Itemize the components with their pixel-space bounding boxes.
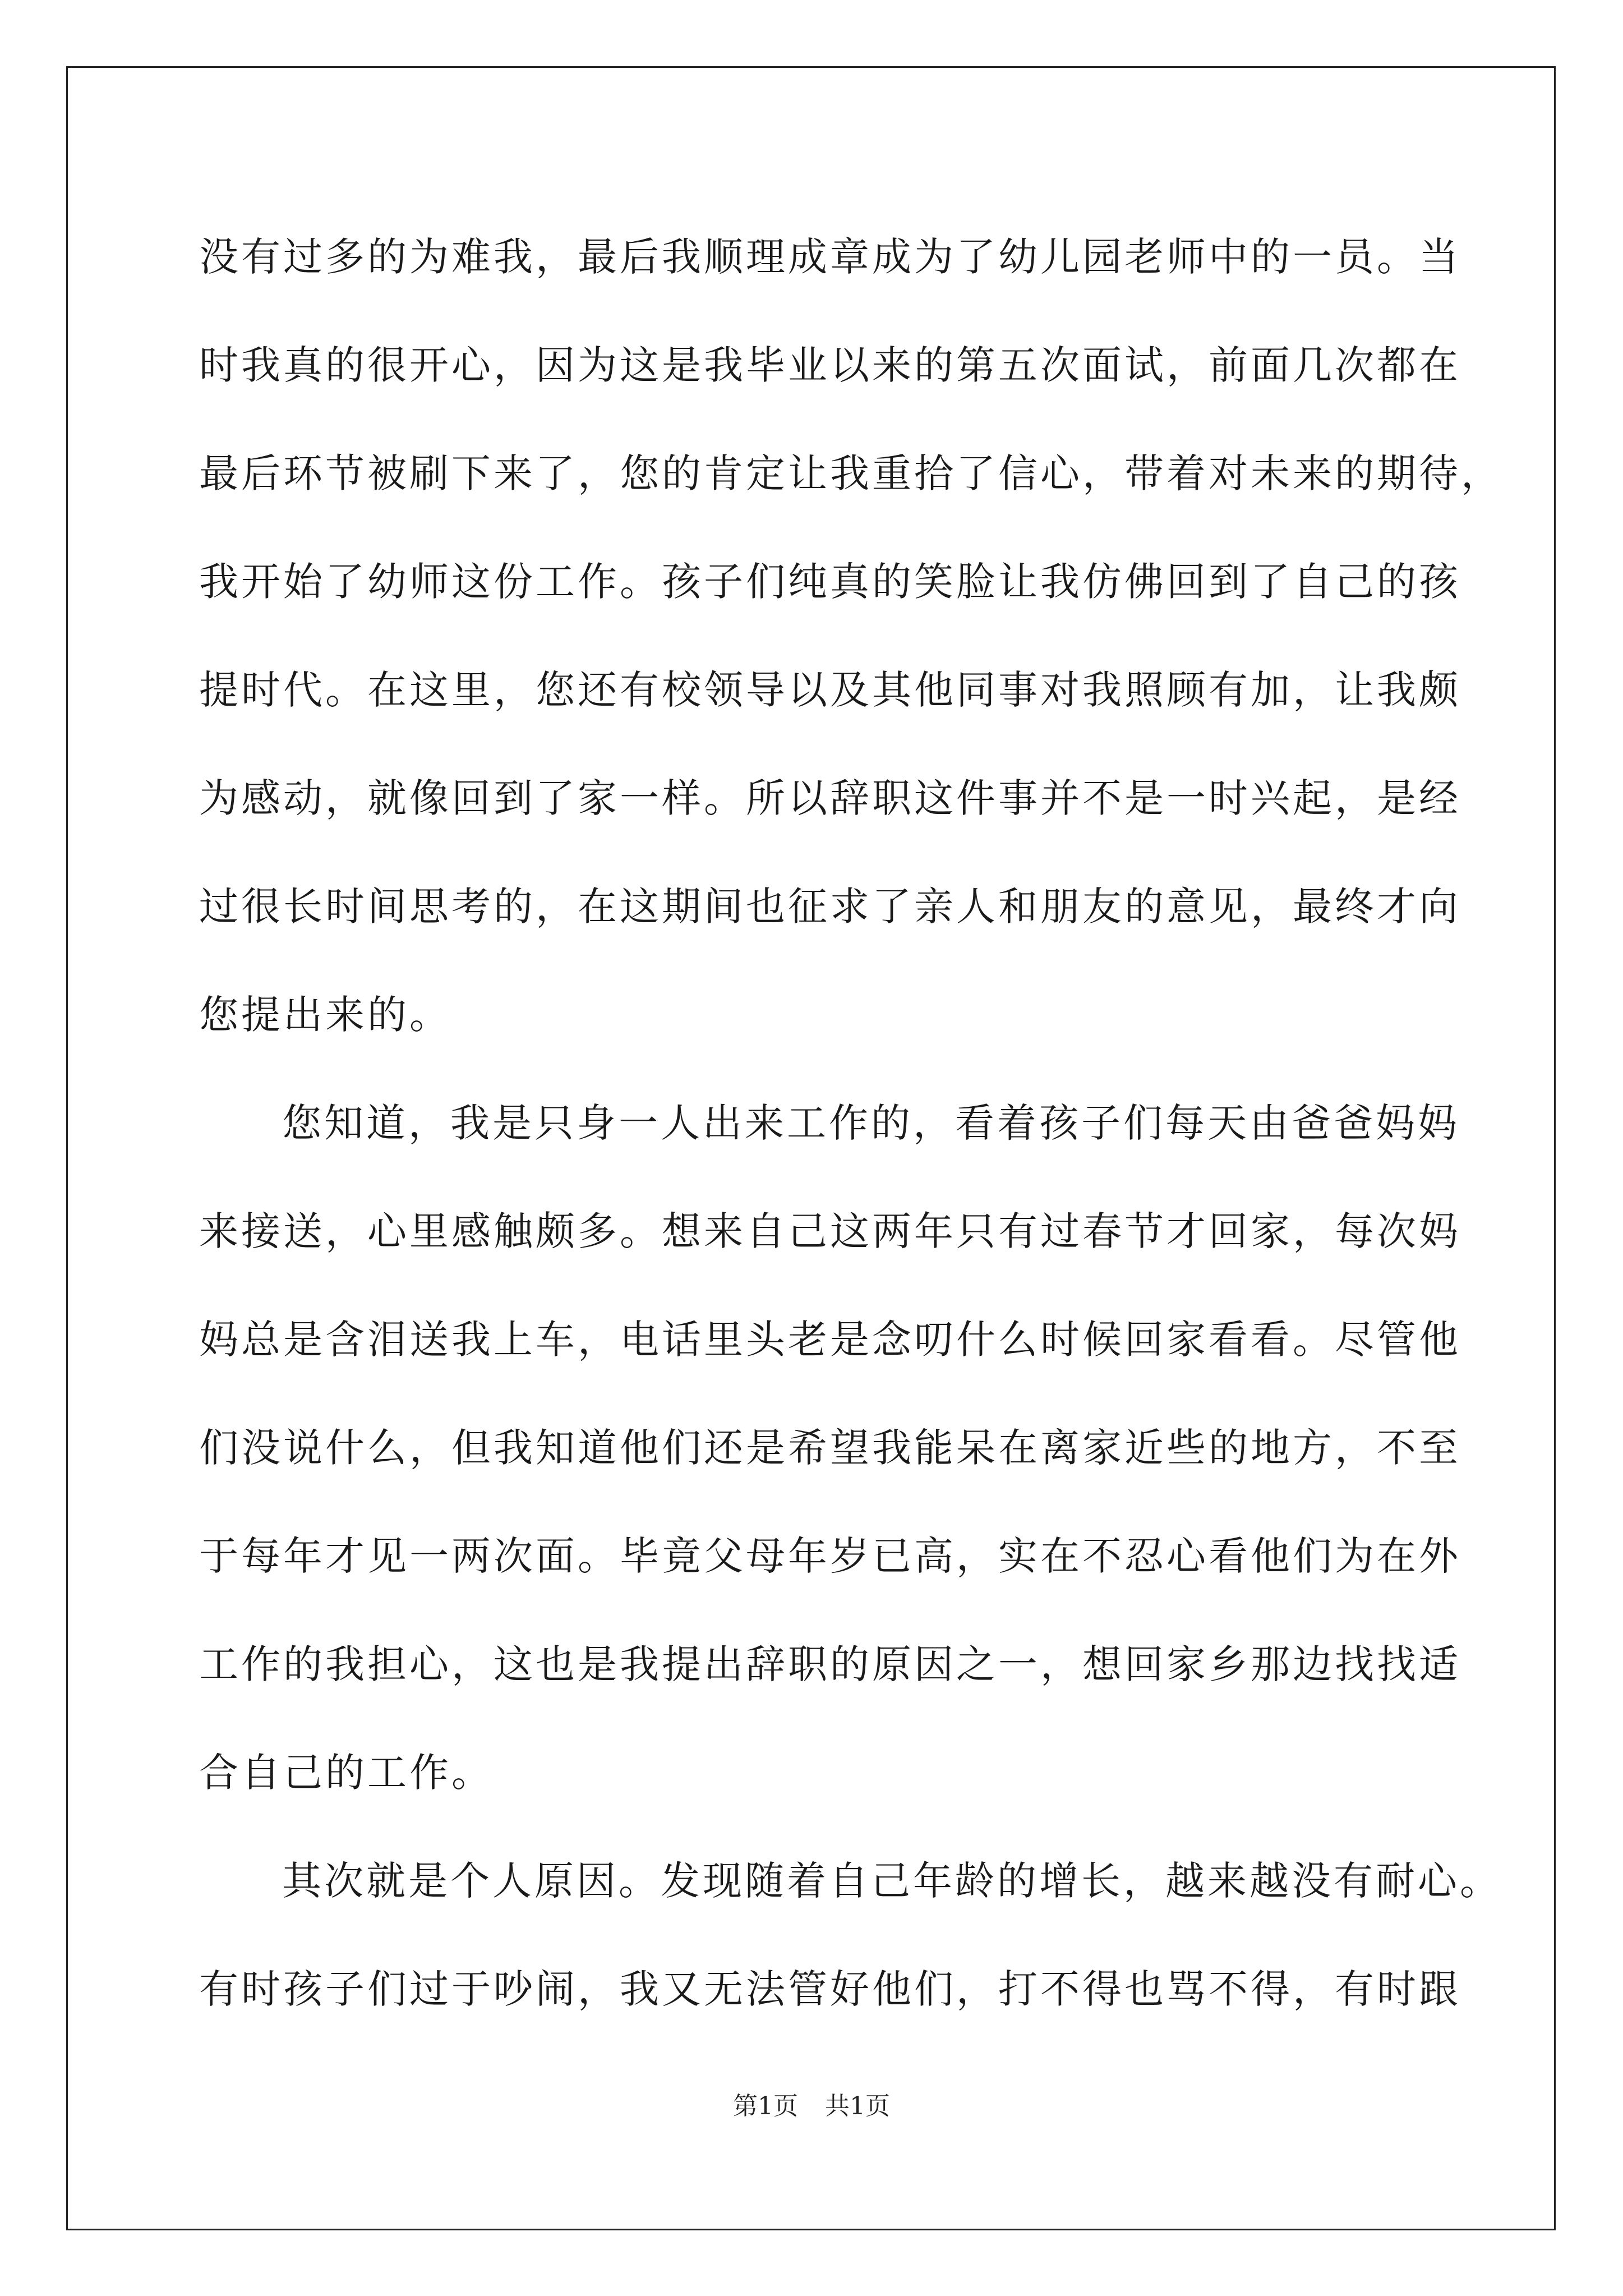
text-line: 于每年才见一两次面。毕竟父母年岁已高，实在不忍心看他们为在外 bbox=[199, 1533, 1461, 1579]
text-line: 来接送，心里感触颇多。想来自己这两年只有过春节才回家，每次妈 bbox=[199, 1208, 1461, 1254]
text-line: 工作的我担心，这也是我提出辞职的原因之一，想回家乡那边找找适 bbox=[199, 1641, 1461, 1687]
page-number: 第1页 bbox=[733, 2092, 798, 2120]
text-line: 您提出来的。 bbox=[199, 992, 451, 1038]
text-line: 为感动，就像回到了家一样。所以辞职这件事并不是一时兴起，是经 bbox=[199, 775, 1461, 821]
page-footer bbox=[0, 2086, 1623, 2122]
document-body bbox=[199, 203, 1503, 2044]
text-line: 妈总是含泪送我上车，电话里头老是念叨什么时候回家看看。尽管他 bbox=[199, 1317, 1461, 1363]
text-line: 没有过多的为难我，最后我顺理成章成为了幼儿园老师中的一员。当 bbox=[199, 234, 1461, 280]
text-line: 们没说什么，但我知道他们还是希望我能呆在离家近些的地方，不至 bbox=[199, 1425, 1461, 1471]
text-line: 有时孩子们过于吵闹，我又无法管好他们，打不得也骂不得，有时跟 bbox=[199, 1966, 1461, 2012]
page-total: 共1页 bbox=[825, 2092, 890, 2120]
text-line: 其次就是个人原因。发现随着自己年龄的增长，越来越没有耐心。 bbox=[282, 1858, 1502, 1904]
text-line: 过很长时间思考的，在这期间也征求了亲人和朋友的意见，最终才向 bbox=[199, 884, 1461, 930]
text-line: 您知道，我是只身一人出来工作的，看着孩子们每天由爸爸妈妈 bbox=[282, 1100, 1460, 1146]
text-line: 提时代。在这里，您还有校领导以及其他同事对我照顾有加，让我颇 bbox=[199, 667, 1461, 713]
text-line: 我开始了幼师这份工作。孩子们纯真的笑脸让我仿佛回到了自己的孩 bbox=[199, 559, 1461, 605]
text-line: 合自己的工作。 bbox=[199, 1750, 494, 1796]
text-line: 最后环节被刷下来了，您的肯定让我重拾了信心，带着对未来的期待， bbox=[199, 450, 1503, 496]
text-line: 时我真的很开心，因为这是我毕业以来的第五次面试，前面几次都在 bbox=[199, 342, 1461, 388]
